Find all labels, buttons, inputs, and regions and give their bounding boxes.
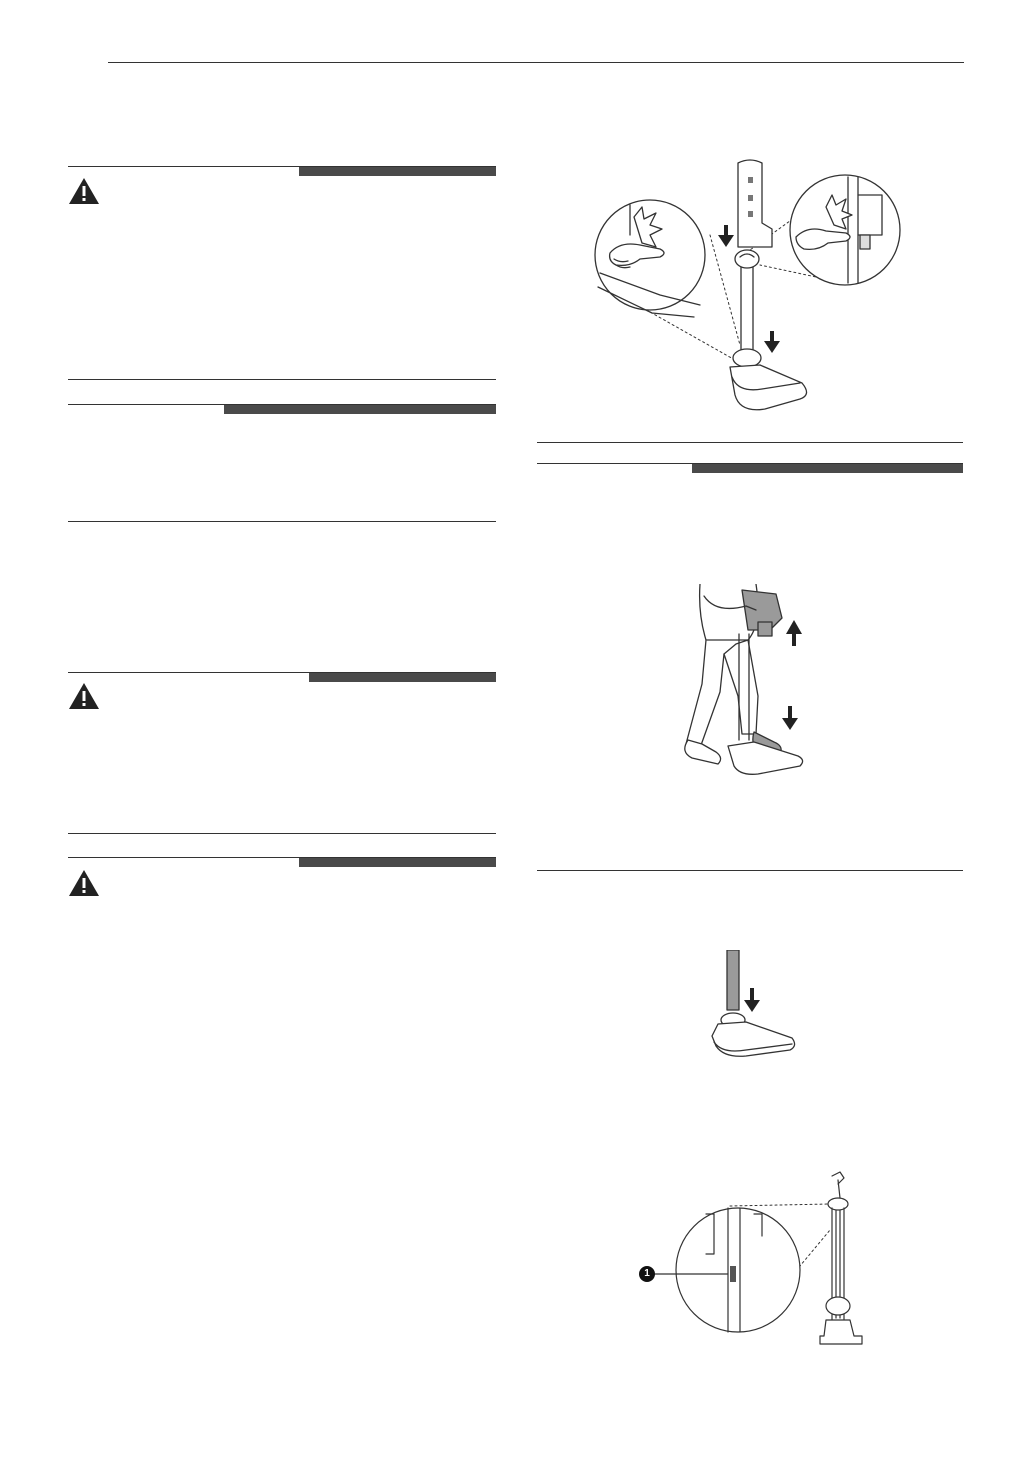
right-section-c-rule bbox=[537, 870, 963, 871]
section-3-header-bar bbox=[306, 673, 496, 682]
page-header-rule bbox=[108, 62, 964, 63]
pole-into-base-illustration bbox=[706, 950, 806, 1064]
stand-detail-illustration bbox=[630, 1170, 870, 1350]
warning-triangle-icon bbox=[68, 682, 100, 710]
stand-pinch-hazard-illustration bbox=[590, 155, 910, 417]
right-section-a-rule bbox=[537, 442, 963, 443]
right-section-b-header-bar bbox=[689, 464, 963, 473]
section-1-header-bar bbox=[296, 167, 496, 176]
remove-from-stand-illustration bbox=[676, 584, 808, 780]
section-4-header-bar bbox=[296, 858, 496, 867]
warning-triangle-icon bbox=[68, 177, 100, 205]
warning-triangle-icon bbox=[68, 869, 100, 897]
callout-number: 1 bbox=[644, 1268, 650, 1279]
section-3-bottom-rule bbox=[68, 833, 496, 834]
section-2-bottom-rule bbox=[68, 521, 496, 522]
section-2-header-bar bbox=[221, 405, 496, 414]
section-1-bottom-rule bbox=[68, 379, 496, 380]
callout-number-badge bbox=[639, 1266, 655, 1282]
